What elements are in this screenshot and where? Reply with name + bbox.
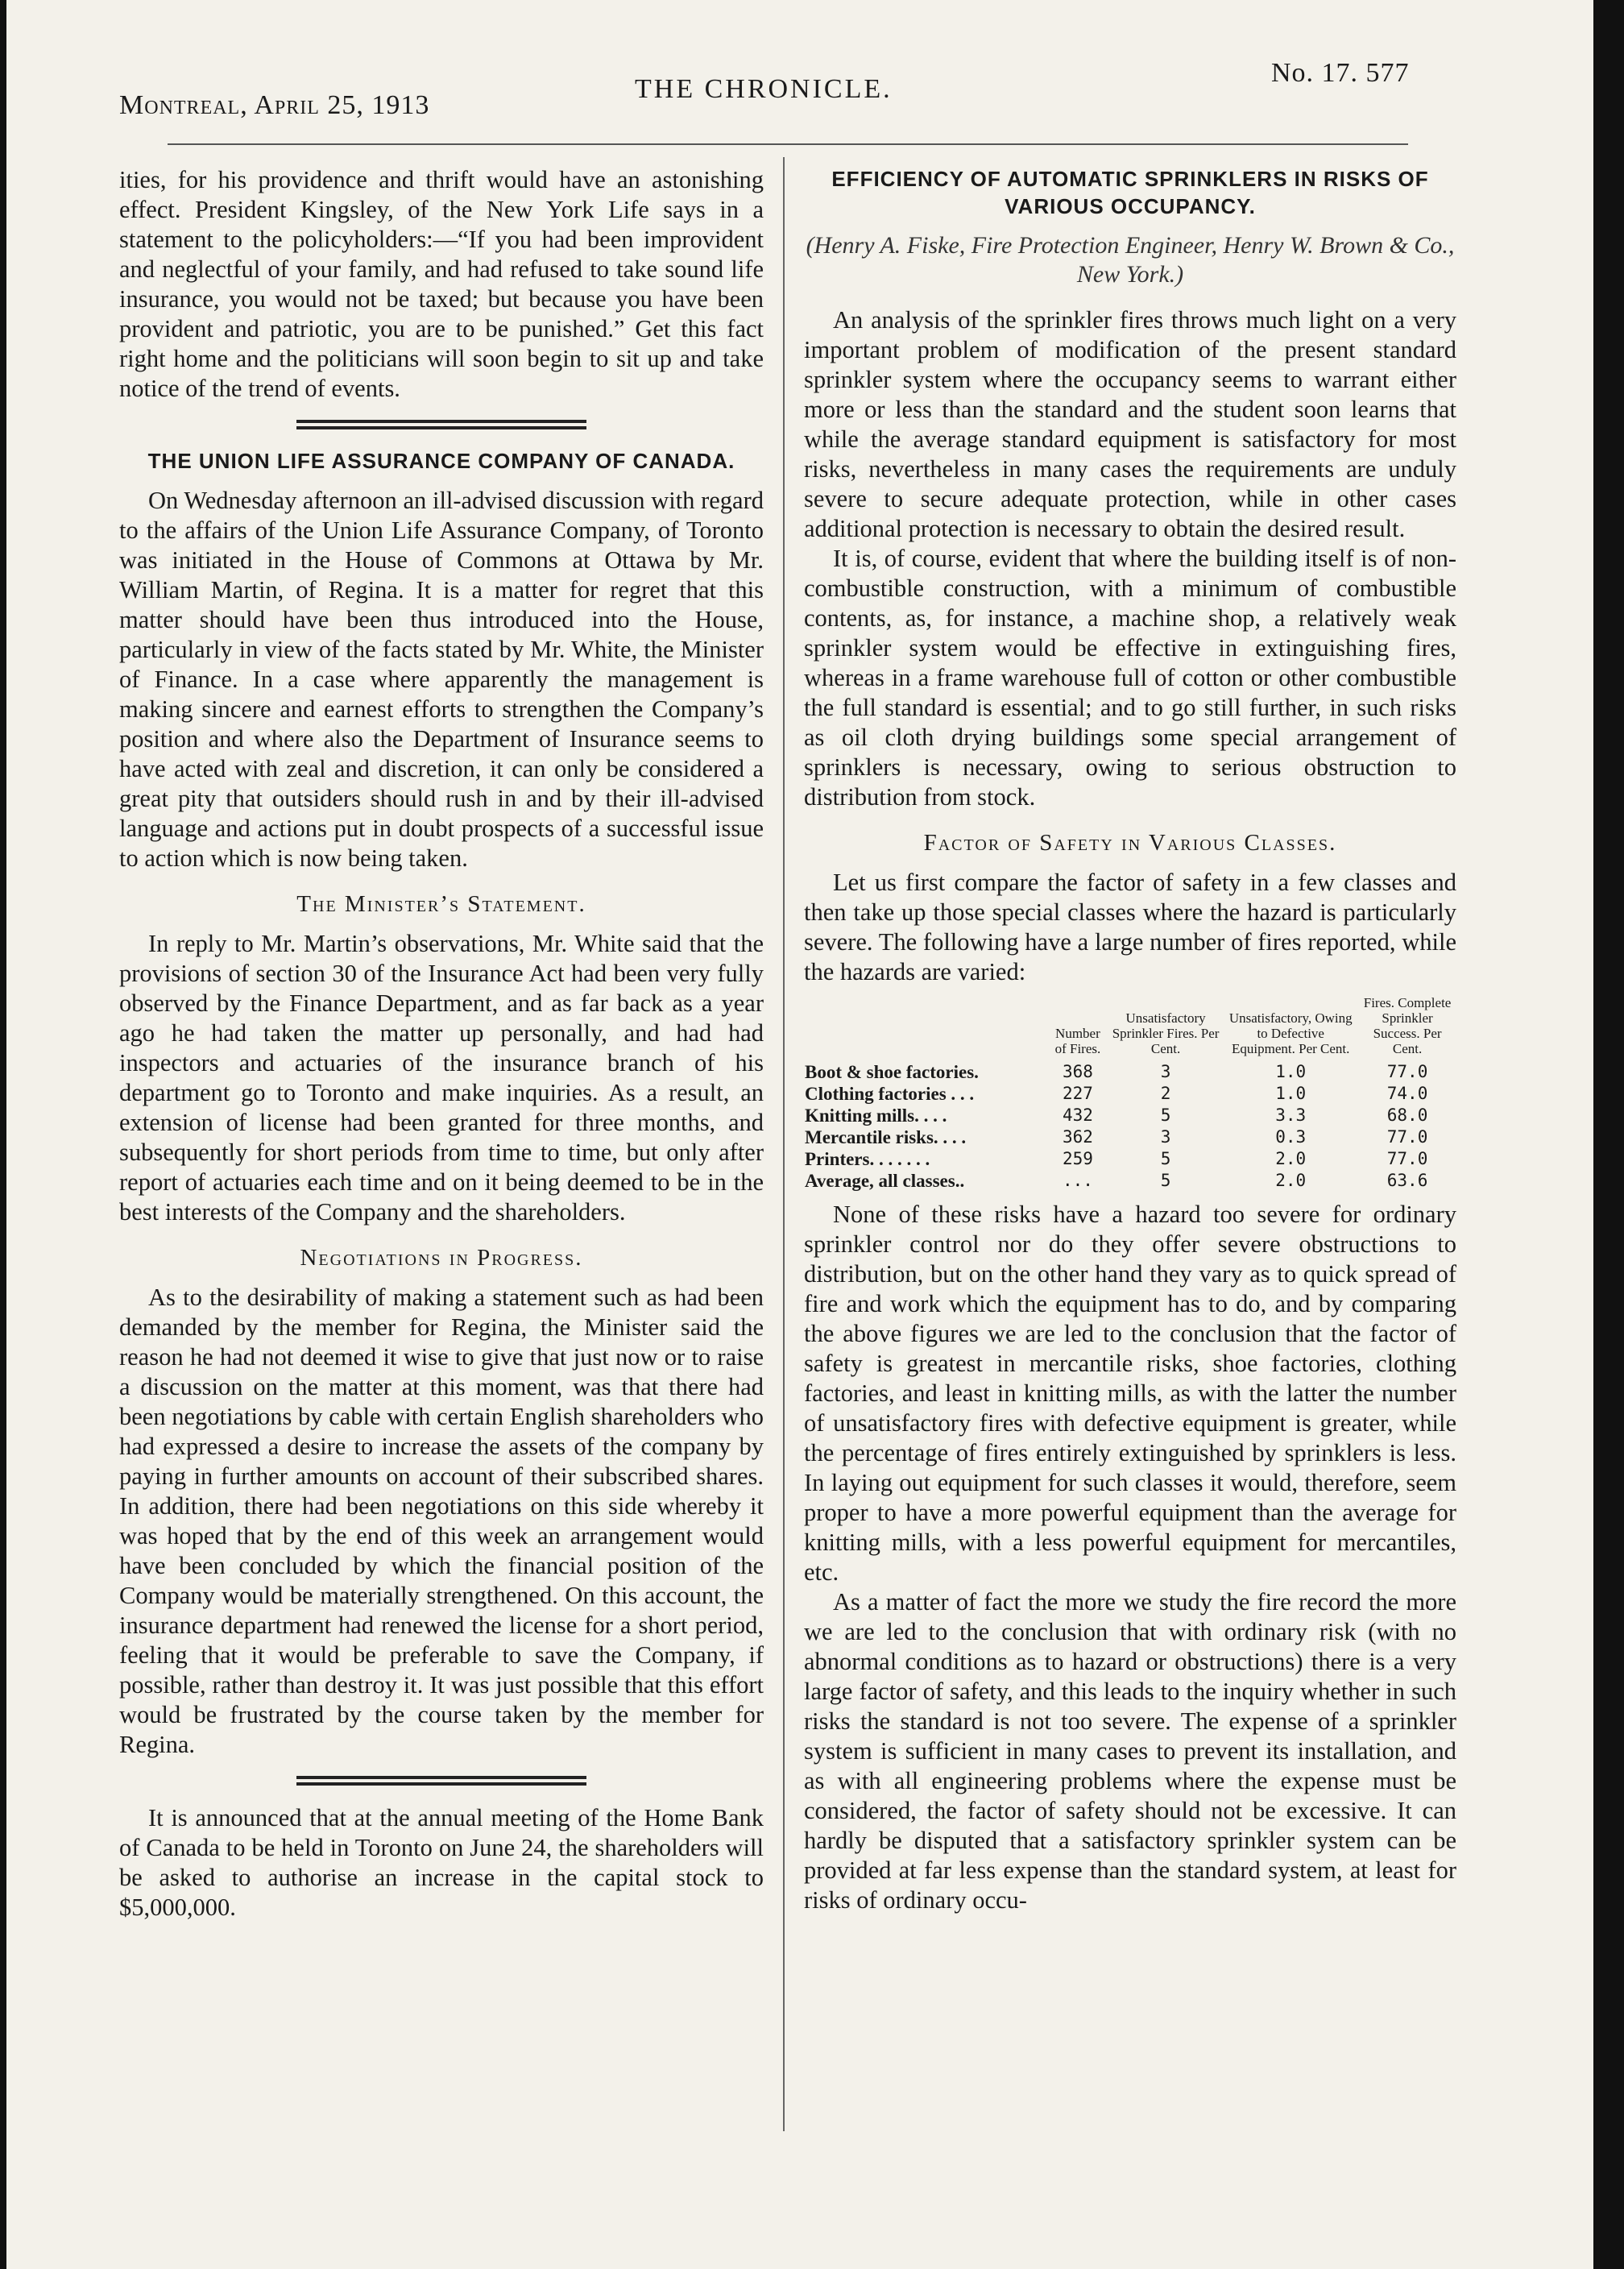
table-cell: 227 <box>1062 1084 1093 1103</box>
table-cell: 63.6 <box>1386 1171 1428 1190</box>
article-paragraph: Let us first compare the factor of safety in a few classes and then take up those special classes where the hazard is particularly severe. The following have a large number of fires reported, while the hazards are varied: <box>804 869 1456 985</box>
table-cell: 74.0 <box>1386 1084 1428 1103</box>
running-head-title: THE CHRONICLE. <box>635 74 893 104</box>
table-cell: 0.3 <box>1275 1127 1307 1147</box>
table-cell: 2.0 <box>1275 1171 1307 1190</box>
section-double-rule <box>296 1776 586 1786</box>
article-paragraph: As to the desirability of making a statement such as had been demanded by the member for Regina, the Minister said the reason he had not deemed it wise to give that just now or to raise a discussion on the matter at this moment, was that there had been negotiations by cable with certain English shareholders who had expressed a desire to increase the assets of the company by paying in further amounts on account of their subscribed shares. In addition, there had been negotiations on this side whereby it was hoped that by the end of this week an arrangement would have been concluded by which the financial position of the Company would be materially strengthened. On this account, the insurance department had renewed the license for a short period, feeling that it would be preferable to save the Company, if possible, rather than destroy it. It was just possible that this effort would be frustrated by the course taken by the member for Regina. <box>119 1284 764 1758</box>
home-bank-note: It is announced that at the annual meeting of the Home Bank of Canada to be held in Toronto on June 24, the shareholders will be asked to authorise an increase in the capital stock to $5,000,000. <box>119 1804 764 1921</box>
table-row <box>804 1126 1456 1148</box>
article-paragraph: It is, of course, evident that where the building itself is of non-combustible construction, with a minimum of combustible contents, as, for instance, a machine shop, a relatively weak sprinkler system would be effective in extinguishing fires, whereas in a frame warehouse full of cotton or other combustible the full standard is essential; and to go still further, in such risks as oil cloth drying buildings some special arrangement of sprinklers is necessary, owing to serious obstruction to distribution from stock. <box>804 545 1456 811</box>
table-cell: ... <box>1062 1171 1093 1190</box>
article-title-sprinklers: EFFICIENCY OF AUTOMATIC SPRINKLERS IN RISKS OF VARIOUS OCCUPANCY. <box>831 167 1429 218</box>
left-column <box>119 165 764 1923</box>
table-cell: 432 <box>1062 1105 1093 1125</box>
table-cell: 5 <box>1160 1149 1171 1168</box>
table-cell: 77.0 <box>1386 1127 1428 1147</box>
table-cell-class: Boot & shoe factories. <box>805 1062 979 1082</box>
table-cell: 5 <box>1160 1105 1171 1125</box>
continued-paragraph: ities, for his providence and thrift would have an astonishing effect. President Kingsley, of the New York Life says in a statement to the policyholders:—“If you had been improvident and neglectful of your family, and had refused to take sound life insurance, you would not be taxed; but because you have been provident and patriotic, you are to be punished.” Get this fact right home and the politicians will soon begin to sit up and take notice of the trend of events. <box>119 166 764 402</box>
table-header-cell <box>804 995 1047 1061</box>
table-cell: 1.0 <box>1275 1084 1307 1103</box>
table-cell: 362 <box>1062 1127 1093 1147</box>
newspaper-page <box>6 0 1593 2269</box>
table-cell: 1.0 <box>1275 1062 1307 1081</box>
article-paragraph: In reply to Mr. Martin’s observations, Mr. White said that the provisions of section 30 of the Insurance Act had been very fully observed by the Finance Department, and as far back as a year ago he had taken the matter up personally, and had had inspectors and actuaries of the insurance branch of his department go to Toronto and make inquiries. As a result, an extension of license had been granted for three months, and subsequently for short periods from time to time, but only after report of actuaries each time and on it being deemed to be in the best interests of the Company and the shareholders. <box>119 930 764 1226</box>
article-paragraph: An analysis of the sprinkler fires throws much light on a very important problem of modification of the present standard sprinkler system where the occupancy seems to warrant either more or less than the standard and the student soon learns that while the average standard equipment is satisfactory for most risks, nevertheless in many cases the requirements are unduly severe to secure adequate protection, while in other cases additional protection is necessary to obtain the desired result. <box>804 306 1456 542</box>
table-cell: 3.3 <box>1275 1105 1307 1125</box>
table-cell: 3 <box>1160 1127 1171 1147</box>
table-row <box>804 1148 1456 1170</box>
table-cell: 5 <box>1160 1171 1171 1190</box>
sprinkler-statistics-table <box>804 995 1456 1192</box>
column-divider <box>783 157 785 2131</box>
table-header-cell: Unsatisfactory Sprinkler Fires. Per Cent. <box>1112 1010 1220 1056</box>
table-cell-class: Knitting mills. . . . <box>805 1105 947 1126</box>
header-rule <box>168 143 1408 145</box>
section-double-rule <box>296 420 586 429</box>
table-row <box>804 1061 1456 1083</box>
table-row <box>804 1105 1456 1126</box>
article-paragraph: On Wednesday afternoon an ill-advised discussion with regard to the affairs of the Union Life Assurance Company, of Toronto was initiated in the House of Commons at Ottawa by Mr. William Martin, of Regina. It is a matter for regret that this matter should have been thus introduced into the House, particularly in view of the facts stated by Mr. White, the Minister of Finance. In a case where apparently the management is making sincere and earnest efforts to strengthen the Company’s position and where also the Department of Insurance seems to have acted with zeal and discretion, it can only be considered a great pity that outsiders should rush in and by their ill-advised language and actions put in doubt prospects of a successful issue to action which is now being taken. <box>119 487 764 872</box>
subheading-factor-of-safety: Factor of Safety in Various Classes. <box>923 830 1337 856</box>
table-cell: 77.0 <box>1386 1149 1428 1168</box>
table-cell: 259 <box>1062 1149 1093 1168</box>
running-head-page-number: No. 17. 577 <box>1271 58 1410 88</box>
right-column <box>804 165 1456 1915</box>
article-byline: (Henry A. Fiske, Fire Protection Engineer, Henry W. Brown & Co., New York.) <box>806 232 1455 288</box>
table-cell: 368 <box>1062 1062 1093 1081</box>
table-cell-class: Mercantile risks. . . . <box>805 1127 967 1147</box>
running-head-date: Montreal, April 25, 1913 <box>119 90 430 120</box>
article-paragraph: As a matter of fact the more we study the fire record the more we are led to the conclusion that with ordinary risk (with no abnormal conditions as to hazard or obstructions) there is a very large factor of safety, and this leads to the inquiry whether in such risks the standard is not too severe. The expense of a sprinkler system is sufficient in many cases to prevent its installation, and as with all engineering problems where the expense must be considered, the factor of safety should not be excessive. It can hardly be disputed that a satisfactory sprinkler system can be provided at far less expense than the standard system, at least for risks of ordinary occu- <box>804 1588 1456 1914</box>
subheading-ministers-statement: The Minister’s Statement. <box>296 891 586 917</box>
table-cell: 68.0 <box>1386 1105 1428 1125</box>
table-cell-class: Average, all classes.. <box>805 1171 965 1191</box>
table-cell: 3 <box>1160 1062 1171 1081</box>
table-cell-class: Clothing factories . . . <box>805 1084 975 1104</box>
table-row <box>804 1170 1456 1192</box>
table-cell: 2 <box>1160 1084 1171 1103</box>
table-header-cell: Unsatisfactory, Owing to Defective Equipment. Per Cent. <box>1228 1010 1353 1056</box>
article-paragraph: None of these risks have a hazard too severe for ordinary sprinkler control nor do they offer severe obstructions to distribution, but on the other hand they vary as to quick spread of fire and work which the equipment has to do, and by comparing the above figures we are led to the conclusion that the factor of safety is greatest in mercantile risks, shoe factories, clothing factories, and least in knitting mills, as with the latter the number of unsatisfactory fires with defective equipment is greater, while the percentage of fires entirely extinguished by sprinklers is less. In laying out equipment for such classes it would, therefore, seem proper to have a more powerful equipment than the average for knitting mills, with a less powerful equipment for mercantiles, etc. <box>804 1201 1456 1586</box>
article-title-union-life: THE UNION LIFE ASSURANCE COMPANY OF CANADA. <box>147 449 735 473</box>
table-cell: 77.0 <box>1386 1062 1428 1081</box>
table-header-cell: Number of Fires. <box>1054 1026 1101 1056</box>
table-cell: 2.0 <box>1275 1149 1307 1168</box>
subheading-negotiations: Negotiations in Progress. <box>300 1245 583 1271</box>
table-header-cell: Fires. Complete Sprinkler Success. Per Cent. <box>1363 995 1452 1056</box>
table-row <box>804 1083 1456 1105</box>
table-cell-class: Printers. . . . . . . <box>805 1149 930 1169</box>
